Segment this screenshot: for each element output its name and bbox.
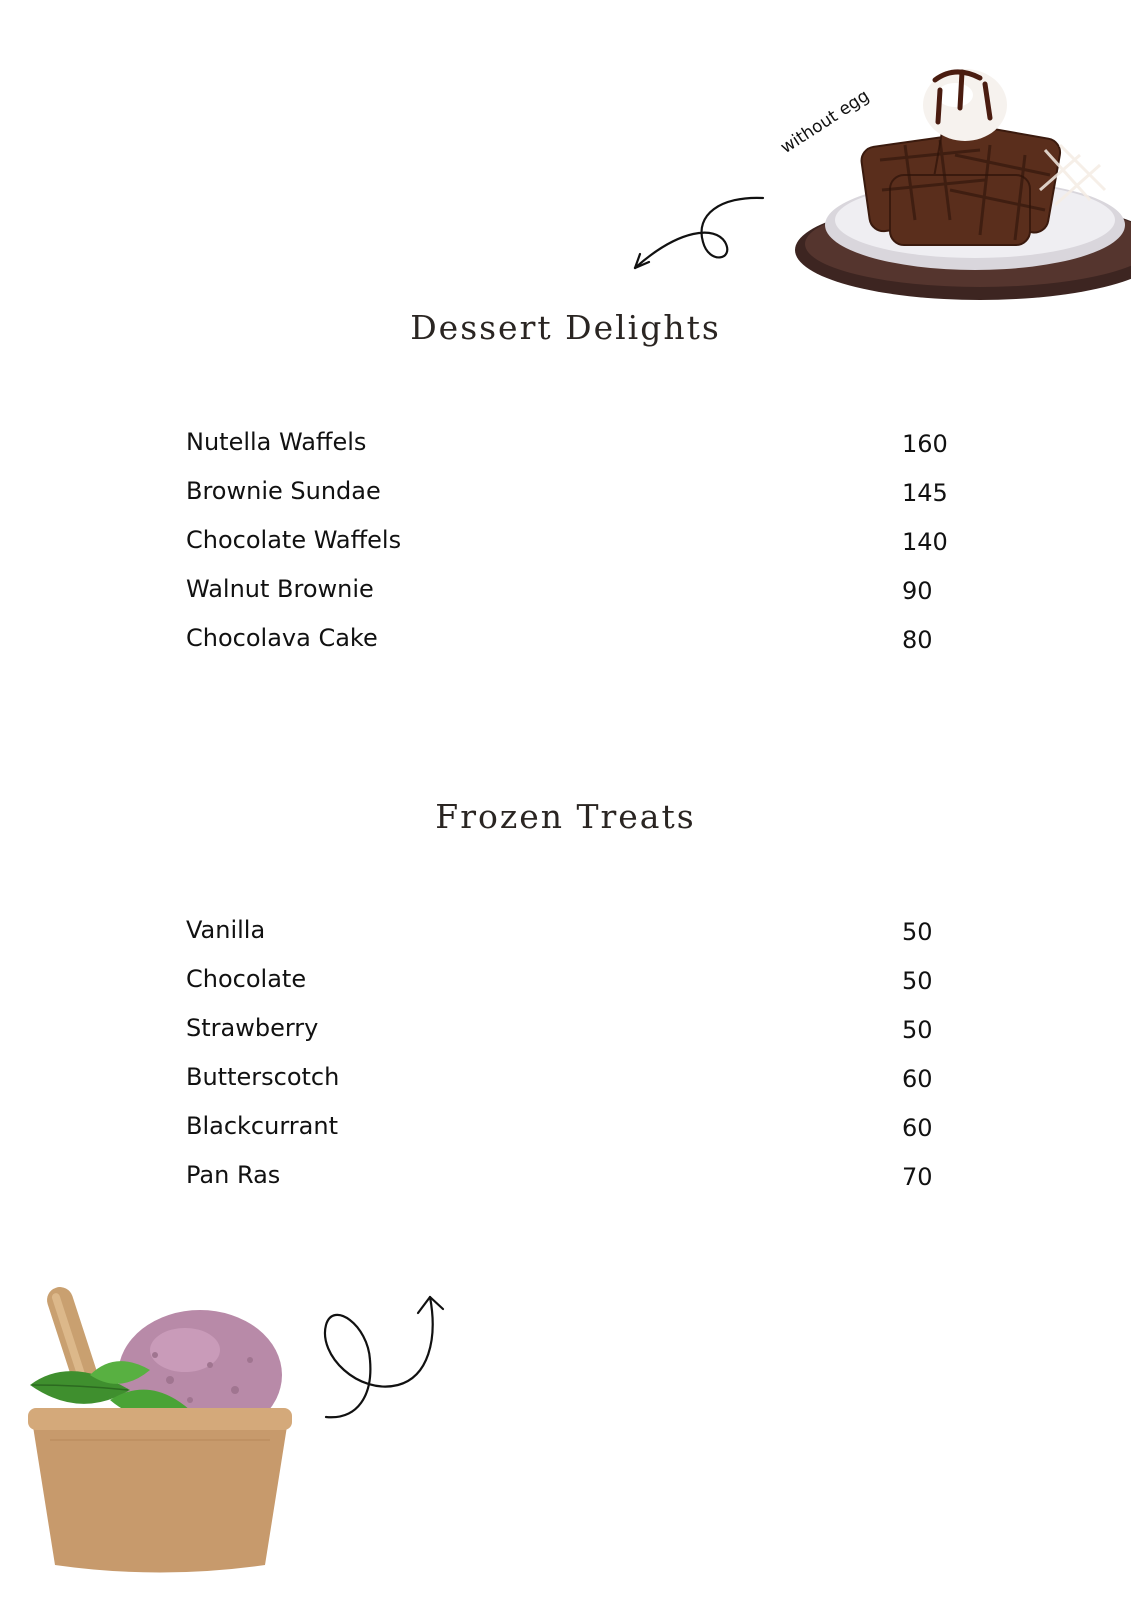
menu-item: [186, 575, 946, 624]
item-name: Chocolava Cake: [186, 624, 378, 652]
loop-arrow-icon: [318, 1285, 453, 1425]
item-name: Nutella Waffels: [186, 428, 367, 456]
item-price: 60: [902, 1114, 933, 1142]
menu-item: [186, 1112, 946, 1161]
item-name: Butterscotch: [186, 1063, 340, 1091]
item-price: 80: [902, 626, 933, 654]
item-name: Blackcurrant: [186, 1112, 338, 1140]
dessert-menu-list: [186, 428, 946, 673]
item-name: Walnut Brownie: [186, 575, 374, 603]
section-title-dessert-delights: Dessert Delights: [410, 308, 721, 347]
item-price: 70: [902, 1163, 933, 1191]
menu-item: [186, 1014, 946, 1063]
without-egg-label: without egg: [777, 86, 874, 158]
item-name: Pan Ras: [186, 1161, 281, 1189]
menu-item: [186, 1161, 946, 1210]
menu-item: [186, 477, 946, 526]
menu-item: [186, 428, 946, 477]
item-price: 50: [902, 1016, 933, 1044]
frozen-menu-list: [186, 916, 946, 1210]
menu-item: [186, 916, 946, 965]
item-price: 145: [902, 479, 948, 507]
item-name: Vanilla: [186, 916, 266, 944]
menu-item: [186, 526, 946, 575]
item-price: 50: [902, 918, 933, 946]
item-name: Chocolate: [186, 965, 307, 993]
chocolate-waffle-image: [790, 60, 1131, 310]
item-price: 90: [902, 577, 933, 605]
menu-item: [186, 965, 946, 1014]
loop-arrow-icon: [625, 190, 770, 280]
item-price: 60: [902, 1065, 933, 1093]
item-price: 50: [902, 967, 933, 995]
section-title-frozen-treats: Frozen Treats: [435, 797, 696, 836]
item-price: 160: [902, 430, 948, 458]
item-name: Brownie Sundae: [186, 477, 381, 505]
ice-cream-cup-image: [20, 1280, 300, 1580]
item-price: 140: [902, 528, 948, 556]
menu-item: [186, 1063, 946, 1112]
item-name: Strawberry: [186, 1014, 319, 1042]
menu-item: [186, 624, 946, 673]
item-name: Chocolate Waffels: [186, 526, 402, 554]
